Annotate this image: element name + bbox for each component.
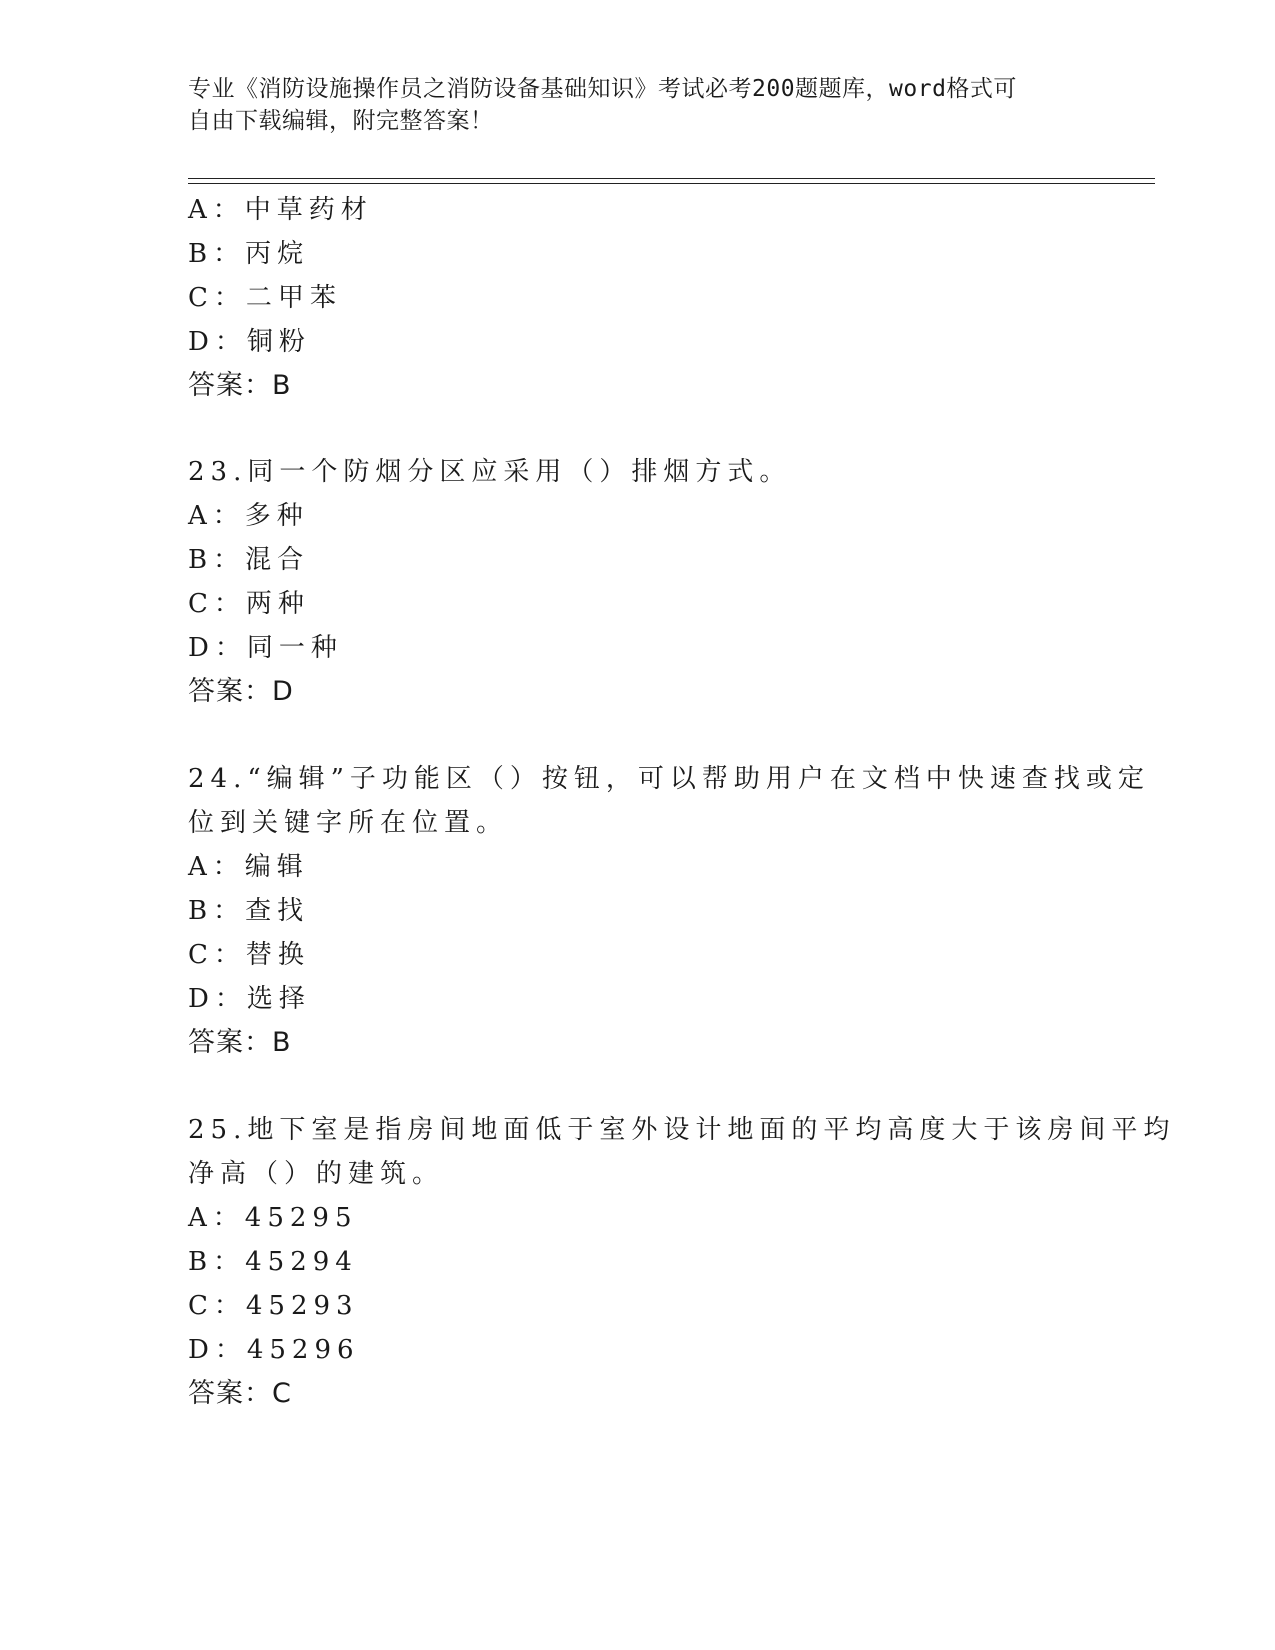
q24-question-line-2: 位到关键字所在位置。 (188, 808, 509, 838)
document-header (188, 73, 1088, 137)
header-rule-top (188, 178, 1155, 179)
q22-answer: 答案：B (188, 370, 292, 401)
q24-option-d: D：选择 (188, 984, 311, 1014)
q22-option-d: D：铜粉 (188, 327, 311, 357)
q23-option-c: C：两种 (188, 589, 310, 619)
q23-question: 23.同一个防烟分区应采用（）排烟方式。 (188, 457, 792, 487)
q25-option-d: D：45296 (188, 1335, 360, 1365)
q22-option-c: C：二甲苯 (188, 283, 342, 313)
header-line-2: 自由下载编辑，附完整答案！ (188, 108, 494, 134)
q25-question-line-2: 净高（）的建筑。 (188, 1159, 445, 1189)
q24-option-c: C：替换 (188, 940, 310, 970)
q24-option-a: A：编辑 (188, 852, 309, 882)
q25-option-b: B：45294 (188, 1247, 358, 1277)
q25-answer: 答案：C (188, 1378, 292, 1409)
q23-option-a: A：多种 (188, 501, 309, 531)
q23-answer: 答案：D (188, 676, 294, 707)
q24-option-b: B：查找 (188, 896, 310, 926)
header-rule-bottom (188, 183, 1155, 184)
q23-option-b: B：混合 (188, 545, 310, 575)
q25-option-a: A：45295 (188, 1203, 358, 1233)
header-line-1: 专业《消防设施操作员之消防设备基础知识》考试必考200题题库，word格式可 (188, 76, 1017, 102)
q25-option-c: C：45293 (188, 1291, 359, 1321)
q24-question-line-1: 24.“编辑”子功能区（）按钮，可以帮助用户在文档中快速查找或定 (188, 764, 1150, 794)
q22-option-b: B：丙烷 (188, 239, 310, 269)
q22-option-a: A：中草药材 (188, 195, 373, 225)
q23-option-d: D：同一种 (188, 633, 343, 663)
q25-question-line-1: 25.地下室是指房间地面低于室外设计地面的平均高度大于该房间平均 (188, 1115, 1176, 1145)
q24-answer: 答案：B (188, 1027, 292, 1058)
